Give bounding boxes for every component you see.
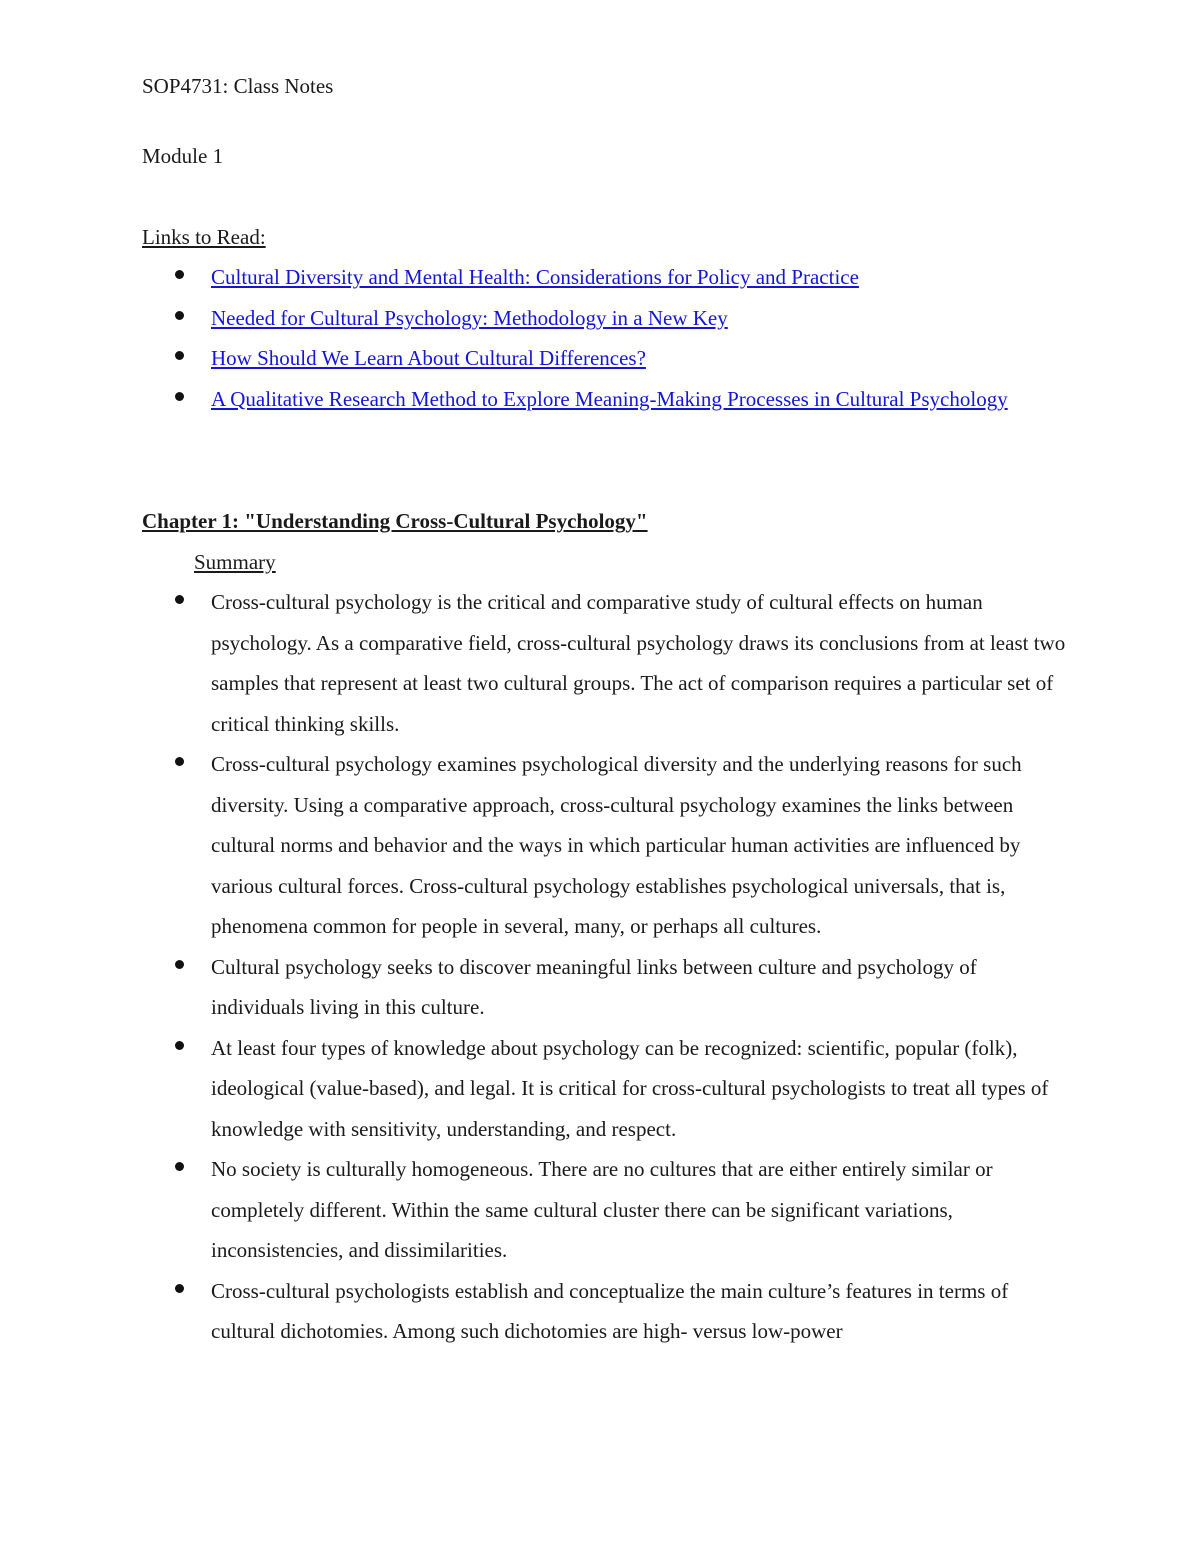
list-item (211, 257, 1071, 298)
link-qualitative-research-method[interactable]: A Qualitative Research Method to Explore Meaning-Making Processes in Cultural Psychology (211, 386, 1008, 411)
links-list (211, 257, 1071, 419)
list-item: No society is culturally homogeneous. There are no cultures that are either entirely similar or completely different. Within the same cultural cluster there can be significant variations, inconsistencies, and dissimilarities. (211, 1149, 1073, 1271)
list-item: Cross-cultural psychologists establish and conceptualize the main culture’s features in terms of cultural dichotomies. Among such dichotomies are high- versus low-power (211, 1271, 1073, 1352)
list-item: Cross-cultural psychology is the critical and comparative study of cultural effects on human psychology. As a comparative field, cross-cultural psychology draws its conclusions from at least two samples that represent at least two cultural groups. The act of comparison requires a particular set of critical thinking skills. (211, 582, 1073, 744)
links-heading: Links to Read: (142, 225, 266, 249)
link-needed-for-cultural-psychology[interactable]: Needed for Cultural Psychology: Methodology in a New Key (211, 305, 728, 330)
link-cultural-diversity[interactable]: Cultural Diversity and Mental Health: Considerations for Policy and Practice (211, 265, 859, 289)
list-item: Cultural psychology seeks to discover meaningful links between culture and psychology of individuals living in this culture. (211, 947, 1073, 1028)
list-item (211, 298, 1071, 339)
summary-list (211, 582, 1073, 1352)
course-title: SOP4731: Class Notes (142, 74, 334, 98)
list-item (211, 379, 1011, 420)
list-item: Cross-cultural psychology examines psychological diversity and the underlying reasons for such diversity. Using a comparative approach, cross-cultural psychology examines the links between cultural norms and behavior and the ways in which particular human activities are influenced by various cultural forces. Cross-cultural psychology establishes psychological universals, that is, phenomena common for people in several, many, or perhaps all cultures. (211, 744, 1073, 947)
list-item: At least four types of knowledge about psychology can be recognized: scientific, popular (folk), ideological (value-based), and legal. It is critical for cross-cultural psychologists to treat all types of knowledge with sensitivity, understanding, and respect. (211, 1028, 1073, 1150)
list-item (211, 338, 1071, 379)
link-how-should-we-learn[interactable]: How Should We Learn About Cultural Differences? (211, 346, 646, 370)
module-heading: Module 1 (142, 144, 224, 168)
summary-label: Summary (194, 550, 276, 574)
chapter-heading: Chapter 1: "Understanding Cross-Cultural Psychology" (142, 509, 648, 533)
